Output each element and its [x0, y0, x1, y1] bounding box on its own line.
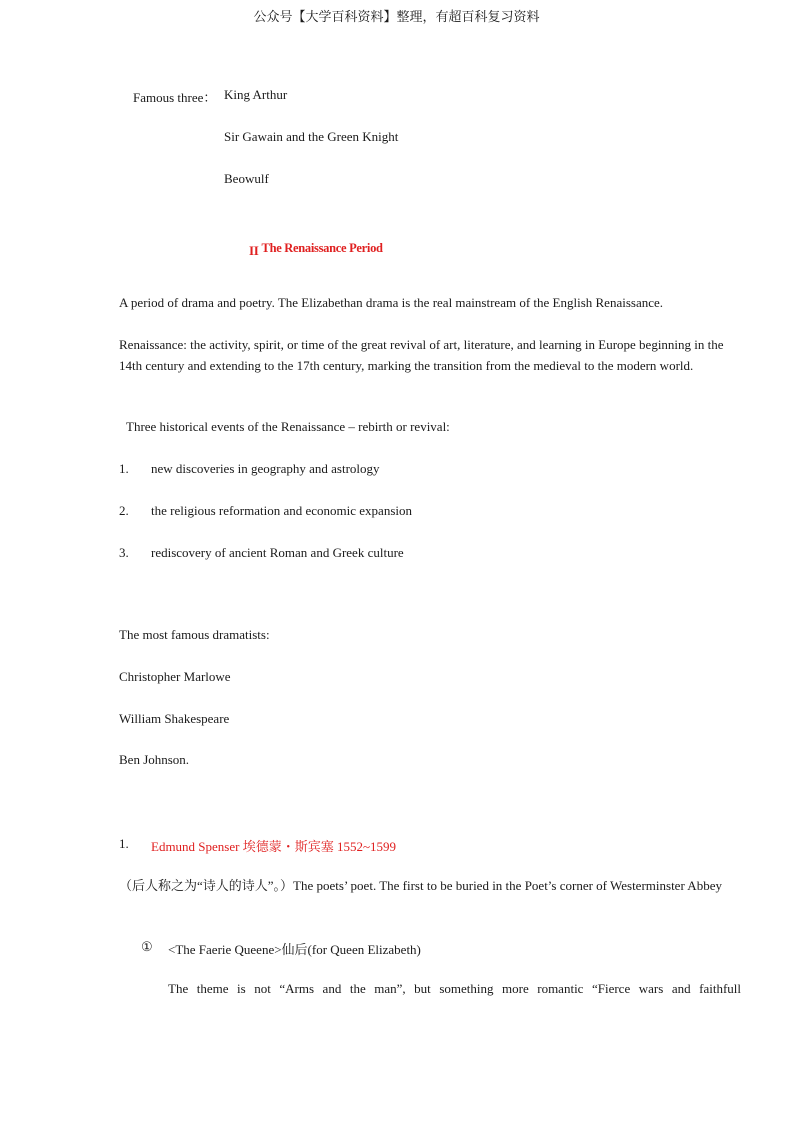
event-text-3: rediscovery of ancient Roman and Greek culture	[151, 545, 404, 560]
spenser-number: 1.	[119, 836, 129, 851]
famous-three-item-3: Beowulf	[224, 171, 269, 186]
work-title: <The Faerie Queene>仙后(for Queen Elizabeth)	[168, 942, 421, 957]
paragraph-drama-poetry: A period of drama and poetry. The Elizabethan drama is the real mainstream of the English Renaissance.	[119, 295, 664, 310]
section-title: The Renaissance Period	[261, 241, 383, 255]
paragraph-historical-events: Three historical events of the Renaissance – rebirth or revival:	[126, 419, 450, 434]
dramatist-name-1: Christopher Marlowe	[119, 669, 231, 684]
event-number-3: 3.	[119, 545, 129, 560]
event-number-2: 2.	[119, 503, 129, 518]
event-text-1: new discoveries in geography and astrology	[151, 461, 380, 476]
famous-three-item-1: King Arthur	[224, 87, 288, 102]
dramatist-name-2: William Shakespeare	[119, 711, 230, 726]
section-numeral: II	[249, 243, 259, 258]
event-text-2: the religious reformation and economic expansion	[151, 503, 413, 518]
spenser-description: （后人称之为“诗人的诗人”。）The poets’ poet. The first to be buried in the Poet’s corner of Westerminster Abbey	[119, 878, 722, 893]
spenser-title: Edmund Spenser 埃德蒙・斯宾塞 1552~1599	[151, 839, 396, 854]
page-header: 公众号【大学百科资料】整理，有超百科复习资料	[253, 9, 540, 24]
paragraph-renaissance-definition: Renaissance: the activity, spirit, or time of the great revival of art, literature, and learning in Europe beginning in the 14th century and extending to the 17th century, marking the transition from the medieval to the modern world.	[119, 337, 724, 373]
event-number-1: 1.	[119, 461, 129, 476]
famous-three-label: Famous three：	[133, 90, 217, 105]
work-marker: ①	[141, 939, 153, 954]
famous-three-item-2: Sir Gawain and the Green Knight	[224, 129, 399, 144]
work-theme: The theme is not “Arms and the man”, but something more romantic “Fierce wars and faithfull	[168, 981, 741, 996]
section-heading	[249, 240, 383, 256]
dramatist-name-3: Ben Johnson.	[119, 752, 190, 767]
dramatists-label: The most famous dramatists:	[119, 627, 270, 642]
